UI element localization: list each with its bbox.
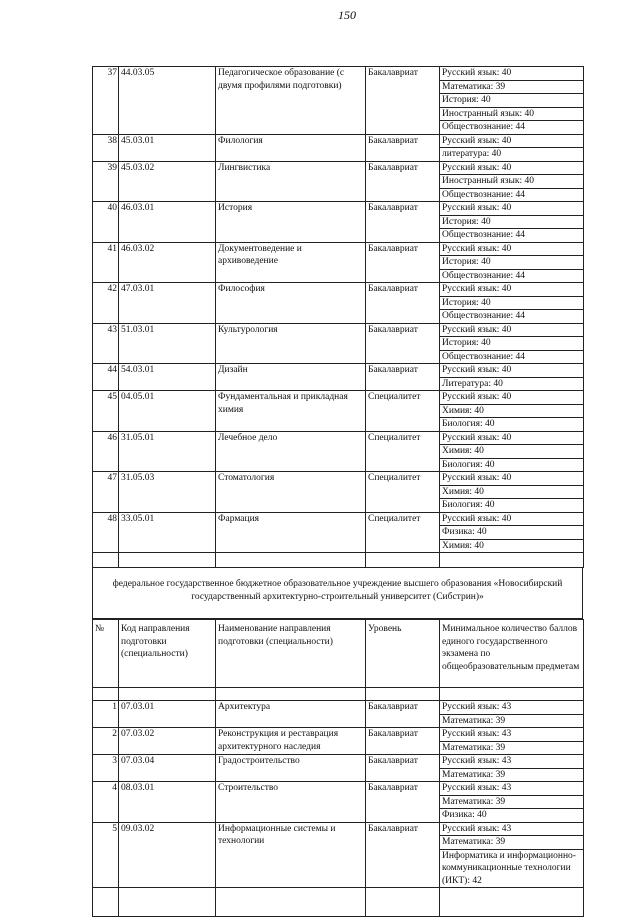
row-number: 38 xyxy=(93,134,119,161)
header-level: Уровень xyxy=(366,620,440,688)
subject-min-score: Русский язык: 43 xyxy=(440,755,584,769)
subject-min-score: Обществознание: 44 xyxy=(440,188,584,202)
subject-min-score: Русский язык: 43 xyxy=(440,701,584,715)
direction-name: Педагогическое образование (с двумя профилями подготовки) xyxy=(216,67,366,135)
subject-min-score: Русский язык: 40 xyxy=(440,323,584,337)
subject-min-score: Русский язык: 40 xyxy=(440,364,584,378)
subject-min-score: История: 40 xyxy=(440,94,584,108)
direction-name: Информационные системы и технологии xyxy=(216,822,366,888)
direction-code: 47.03.01 xyxy=(119,283,216,324)
row-number: 45 xyxy=(93,391,119,432)
subject-min-score: Информатика и информационно-коммуникационные технологии (ИКТ): 42 xyxy=(440,849,584,888)
direction-name: История xyxy=(216,202,366,243)
subject-min-score: Математика: 39 xyxy=(440,795,584,809)
education-level: Бакалавриат xyxy=(366,728,440,755)
subject-min-score: Русский язык: 40 xyxy=(440,242,584,256)
row-number: 4 xyxy=(93,782,119,823)
subject-min-score: Русский язык: 43 xyxy=(440,728,584,742)
row-number: 1 xyxy=(93,701,119,728)
subject-min-score: Русский язык: 40 xyxy=(440,283,584,297)
education-level: Бакалавриат xyxy=(366,134,440,161)
row-number: 37 xyxy=(93,67,119,135)
direction-name: Градостроительство xyxy=(216,755,366,782)
education-level: Бакалавриат xyxy=(366,822,440,888)
subject-min-score: Русский язык: 40 xyxy=(440,67,584,81)
subject-min-score: Русский язык: 40 xyxy=(440,202,584,216)
direction-code: 45.03.02 xyxy=(119,161,216,202)
subject-min-score: Биология: 40 xyxy=(440,499,584,513)
table-row xyxy=(93,134,584,148)
direction-name: Фармация xyxy=(216,512,366,553)
subject-min-score: Русский язык: 40 xyxy=(440,134,584,148)
subject-min-score: Русский язык: 40 xyxy=(440,472,584,486)
table-row xyxy=(93,822,584,836)
subject-min-score: Литература: 40 xyxy=(440,377,584,391)
subject-min-score: Обществознание: 44 xyxy=(440,269,584,283)
table-row xyxy=(93,728,584,742)
table-row xyxy=(93,755,584,769)
direction-name: Дизайн xyxy=(216,364,366,391)
subject-min-score: Химия: 40 xyxy=(440,485,584,499)
row-number: 2 xyxy=(93,728,119,755)
subject-min-score: Математика: 39 xyxy=(440,768,584,782)
education-level: Специалитет xyxy=(366,431,440,472)
subject-min-score: Обществознание: 44 xyxy=(440,310,584,324)
subject-min-score: Иностранный язык: 40 xyxy=(440,107,584,121)
direction-name: Фундаментальная и прикладная химия xyxy=(216,391,366,432)
row-number: 46 xyxy=(93,431,119,472)
subject-min-score: Математика: 39 xyxy=(440,80,584,94)
direction-code: 31.05.03 xyxy=(119,472,216,513)
education-level: Бакалавриат xyxy=(366,782,440,823)
education-level: Бакалавриат xyxy=(366,67,440,135)
subject-min-score: Обществознание: 44 xyxy=(440,121,584,135)
education-level: Специалитет xyxy=(366,391,440,432)
direction-code: 44.03.05 xyxy=(119,67,216,135)
direction-name: Лингвистика xyxy=(216,161,366,202)
subject-min-score: История: 40 xyxy=(440,296,584,310)
row-number: 48 xyxy=(93,512,119,553)
direction-name: Стоматология xyxy=(216,472,366,513)
table-row xyxy=(93,283,584,297)
subject-min-score: История: 40 xyxy=(440,256,584,270)
subject-min-score: Русский язык: 40 xyxy=(440,161,584,175)
table-row xyxy=(93,67,584,81)
education-level: Бакалавриат xyxy=(366,202,440,243)
subject-min-score: Химия: 40 xyxy=(440,404,584,418)
direction-name: Культурология xyxy=(216,323,366,364)
subject-min-score: Русский язык: 40 xyxy=(440,512,584,526)
subject-min-score: литература: 40 xyxy=(440,148,584,162)
direction-code: 54.03.01 xyxy=(119,364,216,391)
page-number: 150 xyxy=(338,8,356,22)
direction-code: 07.03.04 xyxy=(119,755,216,782)
education-level: Бакалавриат xyxy=(366,755,440,782)
organization-title: федеральное государственное бюджетное образовательное учреждение высшего образования «Новосибирский государственный архитектурно-строительный университет (Сибстрин)» xyxy=(92,568,583,619)
subject-min-score: История: 40 xyxy=(440,337,584,351)
direction-code: 46.03.02 xyxy=(119,242,216,283)
table-row xyxy=(93,782,584,796)
subject-min-score: Математика: 39 xyxy=(440,741,584,755)
direction-name: Лечебное дело xyxy=(216,431,366,472)
education-level: Бакалавриат xyxy=(366,701,440,728)
table-row xyxy=(93,472,584,486)
direction-code: 31.05.01 xyxy=(119,431,216,472)
row-number: 5 xyxy=(93,822,119,888)
subject-min-score: Иностранный язык: 40 xyxy=(440,175,584,189)
direction-name: Филология xyxy=(216,134,366,161)
direction-code: 07.03.02 xyxy=(119,728,216,755)
table-row xyxy=(93,202,584,216)
header-min-score: Минимальное количество баллов единого государственного экзамена по общеобразовательным предметам xyxy=(440,620,584,688)
subject-min-score: Русский язык: 43 xyxy=(440,782,584,796)
subject-min-score: Физика: 40 xyxy=(440,526,584,540)
subject-min-score: Обществознание: 44 xyxy=(440,350,584,364)
table-row xyxy=(93,161,584,175)
table-row-spacer xyxy=(93,688,584,701)
subject-min-score: Биология: 40 xyxy=(440,458,584,472)
direction-code: 07.03.01 xyxy=(119,701,216,728)
direction-code: 08.03.01 xyxy=(119,782,216,823)
education-level: Бакалавриат xyxy=(366,283,440,324)
education-level: Бакалавриат xyxy=(366,323,440,364)
table-row xyxy=(93,391,584,405)
education-level: Бакалавриат xyxy=(366,364,440,391)
table-row xyxy=(93,323,584,337)
direction-code: 33.05.01 xyxy=(119,512,216,553)
table-row-continuation xyxy=(93,888,584,917)
direction-code: 46.03.01 xyxy=(119,202,216,243)
education-level: Специалитет xyxy=(366,472,440,513)
subject-min-score: Русский язык: 40 xyxy=(440,431,584,445)
table-row xyxy=(93,242,584,256)
subject-min-score: История: 40 xyxy=(440,215,584,229)
direction-code: 51.03.01 xyxy=(119,323,216,364)
subject-min-score: Химия: 40 xyxy=(440,445,584,459)
row-number: 3 xyxy=(93,755,119,782)
subject-min-score: Математика: 39 xyxy=(440,714,584,728)
row-number: 43 xyxy=(93,323,119,364)
subject-min-score: Биология: 40 xyxy=(440,418,584,432)
header-number: № xyxy=(93,620,119,688)
direction-name: Строительство xyxy=(216,782,366,823)
table-header-row xyxy=(93,620,584,688)
admission-table-2 xyxy=(92,619,584,917)
direction-code: 45.03.01 xyxy=(119,134,216,161)
direction-code: 09.03.02 xyxy=(119,822,216,888)
table-row xyxy=(93,512,584,526)
education-level: Специалитет xyxy=(366,512,440,553)
direction-name: Философия xyxy=(216,283,366,324)
direction-name: Документоведение и архивоведение xyxy=(216,242,366,283)
row-number: 39 xyxy=(93,161,119,202)
admission-table-1 xyxy=(92,66,584,568)
table-row xyxy=(93,431,584,445)
row-number: 41 xyxy=(93,242,119,283)
direction-name: Реконструкция и реставрация архитектурного наследия xyxy=(216,728,366,755)
education-level: Бакалавриат xyxy=(366,242,440,283)
direction-name: Архитектура xyxy=(216,701,366,728)
row-number: 44 xyxy=(93,364,119,391)
row-number: 40 xyxy=(93,202,119,243)
header-name: Наименование направления подготовки (специальности) xyxy=(216,620,366,688)
table-row-blank xyxy=(93,553,584,568)
row-number: 42 xyxy=(93,283,119,324)
subject-min-score: Физика: 40 xyxy=(440,809,584,823)
document-sheet xyxy=(92,66,583,917)
table-row xyxy=(93,701,584,715)
subject-min-score: Русский язык: 43 xyxy=(440,822,584,836)
header-code: Код направления подготовки (специальности) xyxy=(119,620,216,688)
direction-code: 04.05.01 xyxy=(119,391,216,432)
table-row xyxy=(93,364,584,378)
subject-min-score: Математика: 39 xyxy=(440,836,584,850)
education-level: Бакалавриат xyxy=(366,161,440,202)
subject-min-score: Русский язык: 40 xyxy=(440,391,584,405)
row-number: 47 xyxy=(93,472,119,513)
subject-min-score: Обществознание: 44 xyxy=(440,229,584,243)
subject-min-score: Химия: 40 xyxy=(440,539,584,553)
